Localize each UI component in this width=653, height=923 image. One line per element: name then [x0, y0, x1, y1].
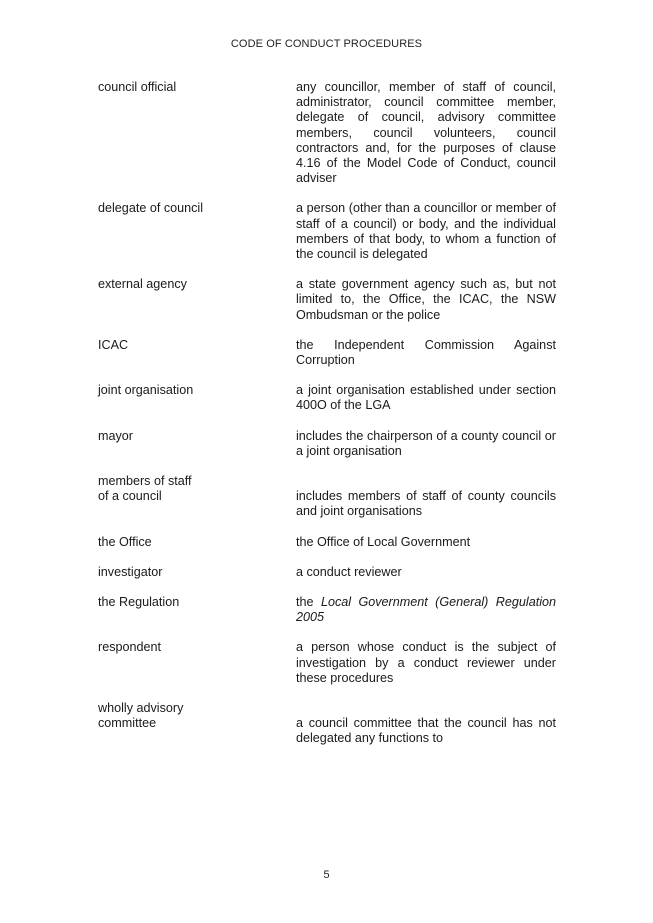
definition-text: a state government agency such as, but not limited to, the Office, the ICAC, the NSW Ombudsman or the police — [296, 277, 556, 322]
definition-row — [98, 383, 556, 413]
definition-term: external agency — [98, 277, 187, 292]
definition-row — [98, 474, 556, 520]
definition-row — [98, 535, 556, 550]
page-header-title: CODE OF CONDUCT PROCEDURES — [230, 38, 423, 50]
definition-text: the Independent Commission Against Corruption — [296, 337, 556, 368]
definition-row — [98, 338, 556, 368]
definition-text: includes members of staff of county councils and joint organisations — [296, 489, 556, 519]
regulation-title: Local Government (General) Regulation 2005 — [296, 595, 556, 625]
definition-term: respondent — [98, 640, 162, 655]
definition-row — [98, 701, 556, 747]
definition-row — [98, 565, 556, 580]
definition-text: a joint organisation established under section 400O of the LGA — [296, 383, 556, 413]
definition-text: a council committee that the council has not delegated any functions to — [296, 716, 556, 746]
page-number: 5 — [323, 869, 330, 881]
definition-term: council official — [98, 80, 177, 94]
definition-term: the Office — [98, 534, 152, 549]
definition-text: the Office of Local Government — [296, 534, 471, 549]
definition-term: investigator — [98, 564, 163, 579]
definition-text: any councillor, member of staff of council, administrator, council committee member, delegate of council, advisory committee members, council volunteers, council contractors and, for the purposes of clause 4.16 of the Model Code of Conduct, council adviser — [296, 80, 556, 186]
definition-term: members of staff of a council — [98, 474, 192, 504]
definition-text: includes the chairperson of a county council or a joint organisation — [296, 428, 556, 458]
definition-row — [98, 429, 556, 459]
definition-text-prefix: the — [296, 595, 321, 610]
definition-row — [98, 201, 556, 262]
definition-term: ICAC — [98, 337, 129, 352]
definition-term: delegate of council — [98, 201, 204, 216]
definition-row — [98, 277, 556, 323]
definition-term: joint organisation — [98, 383, 194, 398]
definition-text — [296, 595, 556, 625]
definition-term: mayor — [98, 428, 133, 443]
definition-term: wholly advisory committee — [98, 701, 184, 731]
definition-text: a person (other than a councillor or member of staff of a council) or body, and the individual members of that body, to whom a function of the council is delegated — [296, 201, 556, 262]
definition-row — [98, 640, 556, 686]
definitions-list — [98, 80, 556, 747]
definition-term: the Regulation — [98, 595, 180, 610]
definition-row — [98, 595, 556, 625]
definition-text: a person whose conduct is the subject of investigation by a conduct reviewer under these procedures — [296, 640, 556, 685]
definition-row — [98, 80, 556, 186]
definition-text: a conduct reviewer — [296, 564, 402, 579]
